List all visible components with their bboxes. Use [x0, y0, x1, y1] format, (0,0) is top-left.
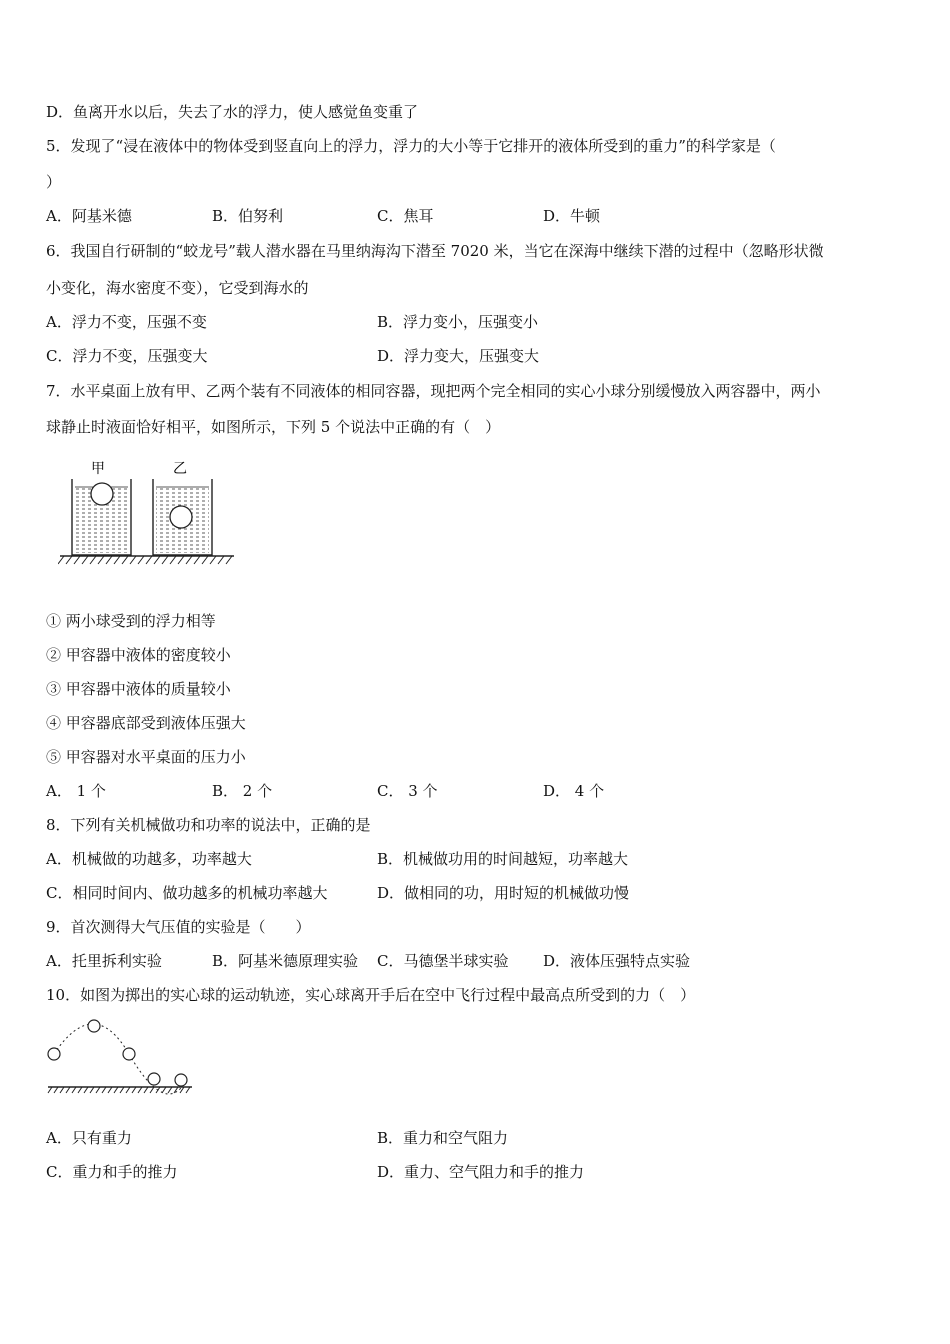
q6-stem-line2: 小变化，海水密度不变），它受到海水的 — [46, 279, 309, 297]
q7-stem-line1: 7．水平桌面上放有甲、乙两个装有不同液体的相同容器，现把两个完全相同的实心小球分别缓慢放入两容器中，两小 — [46, 382, 821, 400]
ball-position-5 — [175, 1074, 187, 1086]
q10-stem: 10．如图为掷出的实心球的运动轨迹，实心球离开手后在空中飞行过程中最高点所受到的力（ ） — [46, 986, 696, 1004]
q8-option-d[interactable]: D．做相同的功，用时短的机械做功慢 — [377, 884, 630, 902]
ball-position-top — [88, 1020, 100, 1032]
q5-option-a[interactable]: A．阿基米德 — [46, 207, 132, 225]
ball-position-1 — [48, 1048, 60, 1060]
q7-option-b[interactable]: B． 2 个 — [212, 782, 273, 800]
q10-option-b[interactable]: B．重力和空气阻力 — [377, 1129, 509, 1147]
q9-option-d[interactable]: D．液体压强特点实验 — [543, 952, 691, 970]
q5-option-c[interactable]: C．焦耳 — [377, 207, 434, 225]
q7-option-d[interactable]: D． 4 个 — [543, 782, 605, 800]
q7-containers-figure — [58, 455, 238, 570]
q7-statement-5: ⑤ 甲容器对水平桌面的压力小 — [46, 748, 246, 766]
q5-stem-line2: ） — [46, 173, 62, 191]
container-jia — [72, 479, 131, 555]
q10-option-d[interactable]: D．重力、空气阻力和手的推力 — [377, 1163, 585, 1181]
q8-option-b[interactable]: B．机械做功用的时间越短，功率越大 — [377, 850, 629, 868]
q9-option-b[interactable]: B．阿基米德原理实验 — [212, 952, 359, 970]
q10-trajectory-figure — [44, 1014, 196, 1096]
table-surface — [58, 556, 234, 564]
q8-option-a[interactable]: A．机械做的功越多，功率越大 — [46, 850, 252, 868]
q5-option-d[interactable]: D．牛顿 — [543, 207, 601, 225]
q5-option-b[interactable]: B．伯努利 — [212, 207, 284, 225]
q9-stem: 9．首次测得大气压值的实验是（ ） — [46, 918, 311, 936]
q7-statement-3: ③ 甲容器中液体的质量较小 — [46, 680, 231, 698]
q8-option-c[interactable]: C．相同时间内、做功越多的机械功率越大 — [46, 884, 328, 902]
q9-option-a[interactable]: A．托里拆利实验 — [46, 952, 162, 970]
q6-option-a[interactable]: A．浮力不变，压强不变 — [46, 313, 207, 331]
q6-option-d[interactable]: D．浮力变大，压强变大 — [377, 347, 540, 365]
q7-option-c[interactable]: C． 3 个 — [377, 782, 438, 800]
q6-stem-line1: 6．我国自行研制的“蛟龙号”载人潜水器在马里纳海沟下潜至 7020 米，当它在深海中继续下潜的过程中（忽略形状微 — [46, 242, 824, 260]
q9-option-c[interactable]: C．马德堡半球实验 — [377, 952, 509, 970]
q7-statement-2: ② 甲容器中液体的密度较小 — [46, 646, 231, 664]
ball-position-4 — [148, 1073, 160, 1085]
q7-statement-4: ④ 甲容器底部受到液体压强大 — [46, 714, 246, 732]
q6-option-b[interactable]: B．浮力变小，压强变小 — [377, 313, 539, 331]
q10-option-a[interactable]: A．只有重力 — [46, 1129, 132, 1147]
q10-option-c[interactable]: C．重力和手的推力 — [46, 1163, 178, 1181]
q7-statement-1: ① 两小球受到的浮力相等 — [46, 612, 216, 630]
q8-stem: 8．下列有关机械做功和功率的说法中，正确的是 — [46, 816, 371, 834]
q7-option-a[interactable]: A． 1 个 — [46, 782, 106, 800]
ball-jia — [91, 483, 113, 505]
q7-stem-line2: 球静止时液面恰好相平，如图所示，下列 5 个说法中正确的有（ ） — [46, 418, 501, 436]
q5-stem-line1: 5．发现了“浸在液体中的物体受到竖直向上的浮力，浮力的大小等于它排开的液体所受到的重力”的科学家是（ — [46, 137, 776, 155]
ground — [48, 1087, 192, 1093]
container-yi — [153, 479, 212, 555]
ball-position-3 — [123, 1048, 135, 1060]
ball-yi — [170, 506, 192, 528]
label-yi: 乙 — [173, 461, 187, 477]
q6-option-c[interactable]: C．浮力不变，压强变大 — [46, 347, 208, 365]
label-jia: 甲 — [91, 461, 105, 477]
q4-option-d: D．鱼离开水以后，失去了水的浮力，使人感觉鱼变重了 — [46, 103, 419, 121]
